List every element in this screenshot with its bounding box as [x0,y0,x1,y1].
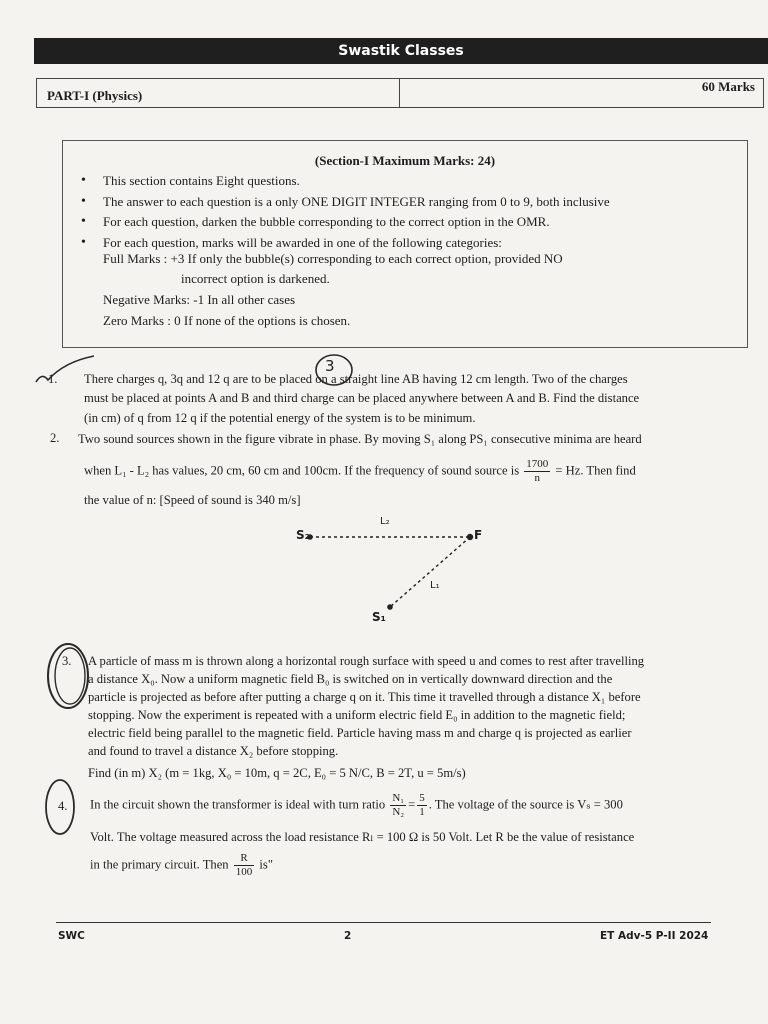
instruction-item: • For each question, marks will be awarded in one of the following categories: [77,233,737,254]
part-marks: 60 Marks [701,79,755,94]
question-line: the value of n: [Speed of sound is 340 m/s] [84,493,301,507]
question-number: 2. [50,431,60,445]
instruction-item: • For each question, darken the bubble corresponding to the correct option in the OMR. [77,212,737,233]
negative-marks-line: Negative Marks: -1 In all other cases [103,292,296,307]
question-text: is" [259,857,273,872]
resistance-fraction [234,852,255,879]
question-1-text [84,370,628,389]
footer-divider [56,922,711,923]
question-line: electric field being parallel to the magnetic field. Particle having mass m and charge q is projected as earlier [88,726,632,740]
full-marks-continued: incorrect option is darkened. [181,271,330,286]
part-divider [399,79,400,107]
turn-ratio-value [417,792,427,819]
fraction-denominator: N₂ [392,806,405,818]
label-l1: L₁ [430,580,440,591]
question-line: A particle of mass m is thrown along a horizontal rough surface with speed u and comes to rest after travelling [88,654,645,668]
full-marks-line: Full Marks : +3 If only the bubble(s) corresponding to each correct option, provided NO [103,251,563,266]
part-box [36,78,764,108]
footer-left: SWC [58,930,85,942]
frequency-fraction [524,458,550,485]
question-2-line-2 [84,458,636,485]
question-line: There charges q, 3q and 12 q are to be placed on a straight line AB having 12 cm length. Two of the charges [84,372,628,386]
question-line: (in cm) of q from 12 q if the potential energy of the system is to be minimum. [84,411,476,425]
question-text: In the circuit shown the transformer is ideal with turn ratio [90,797,386,812]
question-text: . The voltage of the source is Vₛ = 300 [428,797,623,812]
question-line: must be placed at points A and B and third charge can be placed anywhere between A and B. Find the distance [84,391,640,405]
question-line: stopping. Now the experiment is repeated with a uniform electric field E₀ in addition to the magnetic field; [88,708,626,722]
fraction-denominator: 100 [235,866,253,878]
question-4-line-1: In the circuit shown the transformer is ideal with turn ratio $\frac{\text{N₁}}{\text{N₂}}$ = $\frac{5}{1}$ . The voltage of the source is Vₛ = 300 [90,792,623,818]
question-line: Volt. The voltage measured across the load resistance Rₗ = 100 Ω is 50 Volt. Let R be the value of resistance [90,830,635,844]
section-title: (Section-I Maximum Marks: 24) [314,153,496,168]
question-text: when L₁ - L₂ has values, 20 cm, 60 cm and 100cm. If the frequency of sound source is [84,463,520,478]
question-line: Find (in m) X₂ (m = 1kg, X₀ = 10m, q = 2C, E₀ = 5 N/C, B = 2T, u = 5m/s) [88,766,466,780]
handwritten-annotation: 3 [325,357,335,375]
instructions-box [62,140,748,348]
question-text: in the primary circuit. Then [90,857,229,872]
question-text: = Hz. Then find [555,463,636,478]
question-number: 4. [58,799,68,813]
footer-right: ET Adv-5 P-II 2024 [600,930,709,942]
label-l2: L₂ [380,516,390,527]
question-number: 1. [48,372,58,386]
sound-sources-figure [290,512,490,624]
fraction-denominator: n [534,472,541,484]
question-number: 3. [62,654,72,668]
label-s2: S₂ [296,528,310,542]
zero-marks-line: Zero Marks : 0 If none of the options is chosen. [103,313,351,328]
part-title: PART-I (Physics) [47,88,143,103]
instruction-item: • The answer to each question is a only ONE DIGIT INTEGER ranging from 0 to 9, both inclusive [77,192,737,213]
label-f: F [474,528,483,542]
fraction-numerator: R [234,852,255,866]
header-bar [34,38,768,64]
turn-ratio-fraction [390,792,406,819]
header-title: Swastik Classes [338,43,464,59]
instruction-item: • This section contains Eight questions. [77,171,737,192]
question-line: particle is projected as before after putting a charge q on it. This time it travelled through a distance X₁ before [88,690,641,704]
fraction-numerator: 5 [419,792,425,804]
label-s1: S₁ [372,610,386,624]
fraction-numerator: N₁ [392,792,405,804]
question-4-line-3 [90,852,273,879]
question-line: a distance X₀. Now a uniform magnetic field B₀ is switched on in vertically downward direction and the [88,672,613,686]
fraction-denominator: 1 [419,806,425,818]
instruction-list [77,171,737,253]
question-line: Two sound sources shown in the figure vibrate in phase. By moving S₁ along PS₁ consecutive minima are heard [78,432,642,446]
question-line: and found to travel a distance X₂ before stopping. [88,744,339,758]
page-number: 2 [344,930,352,942]
fraction-numerator: 1700 [526,458,549,470]
